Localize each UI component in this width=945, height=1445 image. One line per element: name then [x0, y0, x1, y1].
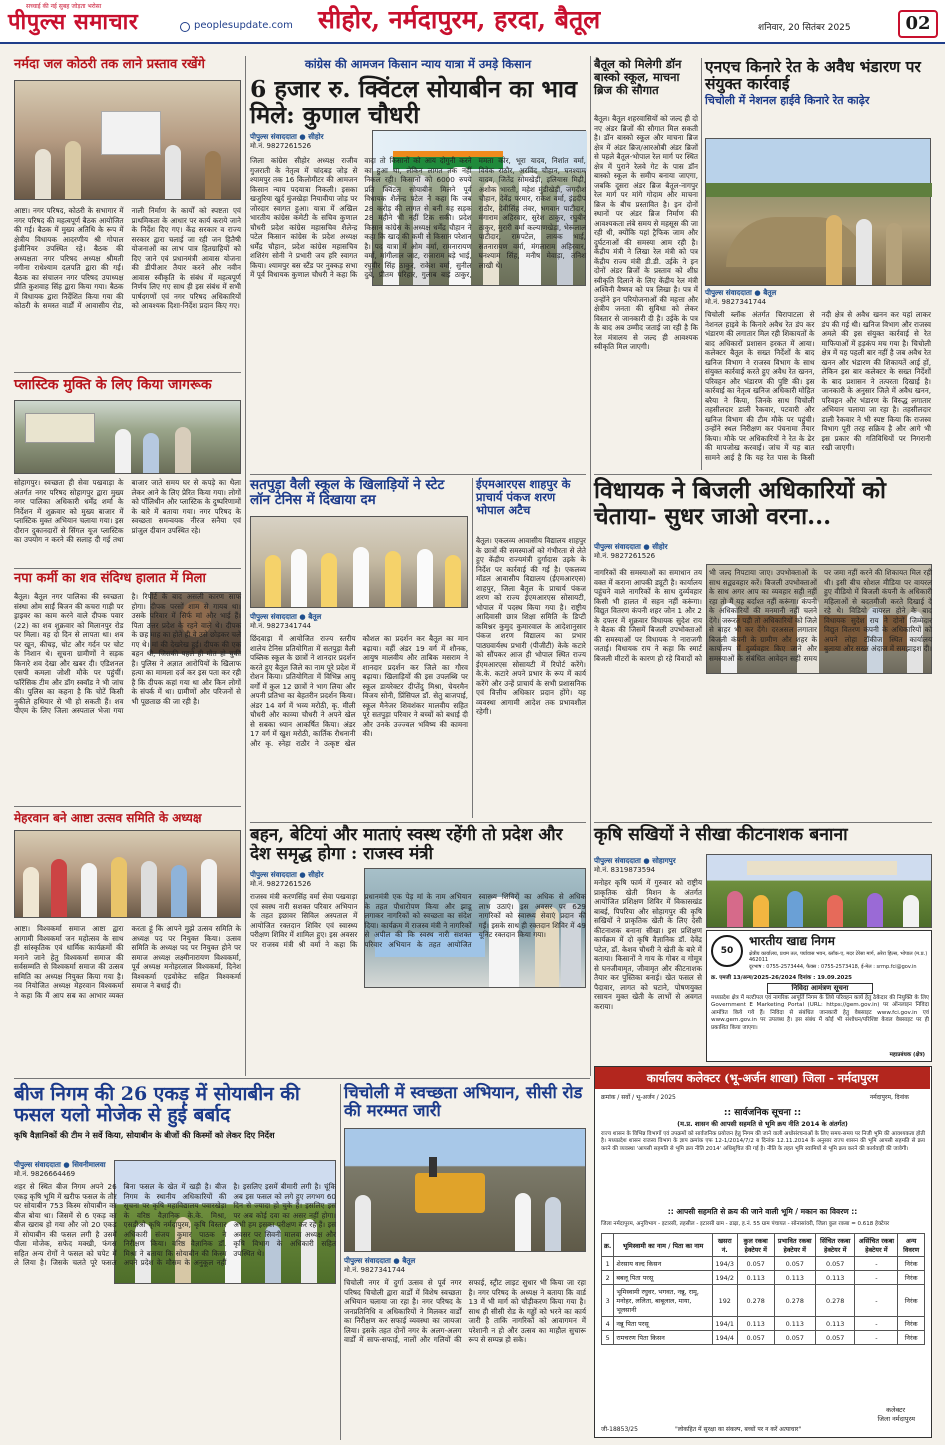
land-table-header: सिंचित रकबा हेक्टेयर में — [815, 1234, 855, 1257]
article-congress: कांग्रेस की आमजन किसान न्याय यात्रा में उमड़े किसान 6 हजार रु. क्विंटल सोयाबीन का भाव मिले: कुणाल चौधरी पीपुल्स संवाददाता ● सीहोर मो.नं. 9827261526 जिला कांग्रेस सीहोर अध्यक्ष राजीव गुजराती के नेतृत्व में चांदबड़ जोड़ से श्यामपुर तक 16 किलोमीटर की आमजन किसान न्याय पदयात्रा निकली। इसका खजुरिया खुर्द मुंजखेड़ा नियावीया जोड़ पर जोरदार स्वागत हुआ। यात्रा में अखिल भारतीय कांग्रेस कमेटी के सचिव कुणाल चौधरी प्रदेश कांग्रेस महासचिव शैलेन्द्र पटेल किसान कांग्रेस के प्रदेश अध्यक्ष धर्मेंद्र चौहान, प्रदेश कांग्रेस महासचिव शशिरंग सोनी ने प्रभारी जय हरि स्वागत किया। श्यामपुर बस स्टैंड पर नुक्कड़ सभा में पूर्व विधायक कुणाल चौधरी ने कहा कि वादा तो किसानों को आय दोगुनी करने का हुआ था, लेकिन लागत तक नहीं निकल रही। किसानों को 6000 रुपये प्रति क्विंटल सोयाबीन मिलने पूर्व विधायक शैलेन्द्र पटेल ने कहा कि जब 28 करोड़ की लागत से बनी यह सड़क 28 महीने भी नहीं टिक सकी। प्रदेश किसान कांग्रेस के अध्यक्ष धर्मेंद्र चौहान ने कहा कि खाद की कमी से किसान परेशान है। पद यात्रा में ओम वर्मा, रामनारायण वर्मा, मांगीलाल जाट, राजाराम बड़े भाई, रघुवीर सिंह ठाकुर, राकेश वर्मा, सुनील दुबे, प्रीतम परिहार, गुलाब बाई ठाकुर, ममता कोर, भूरा यादव, निशांत वर्मा, विवेक राठौर, अरविंद चौहान, घनश्याम यादव, जितेंद्र सोमखेड़ी, इलियास मिढ़ी, अशोक भारती, महेश मुंडीखेड़ी, जगदीश चौहान, देवेंद्र परमार, राकेश वर्मा, इंद्रदीप राठौर, देवीसिंह तंवर, भगवान पाटीदार, मंगाराम अहिरवार, सुरेश ठाकुर, रघुबीर ठाकुर, मुरारी वर्मा कल्याणखेड़ा, भेरूलाल पाटीदार, रामपटेल, लायक भाई, सतनारायण वर्मा, मंगलाराम अहिरवार, घनश्याम सिंह, मनीष मेवाड़ा, तनिश लाखी थे। — [250, 58, 586, 472]
schedule-sub: जिला नर्मदापुरम, अनुविभाग - इटारसी, तहसील - इटारसी ग्राम - ढाढ़ा, ह.नं. 55 ग्राम पंचायत - सोनासांवरी, जिला कुल रकबा = 0.618 हेक्टेयर — [601, 1221, 890, 1227]
land-table-cell: शेरसाय वल्द किसन — [614, 1257, 712, 1271]
land-table-header: प्रभावित रकबा हेक्टेयर में — [774, 1234, 815, 1257]
byline-place: सिवनीमालवा — [72, 1160, 106, 1169]
land-table-row — [602, 1317, 925, 1331]
article-tennis: सतपुड़ा वैली स्कूल के खिलाड़ियों ने स्टेट लॉन टेनिस में दिखाया दम पीपुल्स संवाददाता ● बैतूल मो.नं. 9827341744 छिंदवाड़ा में आयोजित राज्य स्तरीय शालेय टेनिस प्रतियोगिता में सतपुड़ा वैली पब्लिक स्कूल के छात्रों ने शानदार प्रदर्शन करते हुए बैतूल जिले का नाम पूरे प्रदेश में रोशन किया। प्रतियोगिता में विभिन्न आयु वर्गों में कुल 12 छात्रों ने भाग लिया और अपनी प्रतिभा का बेहतरीन प्रदर्शन किया। अंडर 14 वर्ग में भव्य मरोठी, कृ. मीली चौधरी और काव्या चौधरी ने अपने खेल से सबका ध्यान आकर्षित किया। अंडर 17 वर्ग में खुश मरोठी, कार्तिक रौधनानी और कृ. स्नेहा राठौर ने उत्कृष्ट खेल कौशल का प्रदर्शन कर बैतूल का मान बढ़ाया। वहीं अंडर 19 वर्ग में शौनक, आयुष मालवीय और ताबिक मसराम ने शानदार प्रदर्शन कर जिले का गौरव बढ़ाया। खिलाड़ियों की इस उपलब्धि पर स्कूल डायरेक्टर दीप्तेंदु मिश्रा, चेयरमैन विजय सोनी, प्रिंसिपल डॉ. सेतु बाजपाई, स्कूल मैनेजर शिवशंकर मालवीय सहित पूरे सतपुड़ा परिवार ने बच्चों को बधाई दी और उनके उज्ज्वल भविष्य की कामना की। — [250, 478, 468, 818]
article-seed: बीज निगम की 26 एकड़ में सोयाबीन की फसल यलो मोजेक से हुई बर्बाद कृषि वैज्ञानिकों की टीम ने सर्वे किया, सोयाबीन के बीजों की किस्मों को लेकर दिए निर्देश पीपुल्स संवाददाता ● सिवनीमालवा मो.नं. 9826664469 शहर से स्थित बीज निगम अपने 26 एकड़ कृषि भूमि में खरीफ फसल के तौर पर सोयाबीन 753 किस्म सोयाबीन का बीज बोया था। जिसमें से 6 एकड़ का बीज खराब हो गया और जो 20 एकड़ में सोयाबीन की फसल लगी है उसमें पीला मोजेक, सफेद मक्खी, फंगस सहित अन्य रोगों ने फसल को चपेट में ले लिया है। जिसके चलते पूरे फसल बिना फसल के खेत में खड़ी है। बीज निगम के स्थानीय अधिकारियों की सूचना पर कृषि महाविद्यालय पवारखेड़ा के वरिष्ठ वैज्ञानिक के.के. मिश्रा, एसडीओ कृषि नर्मदापुरम, कृषि विस्तार अधिकारी संजय कुमार पाठक ने निरीक्षण किया। वरिष्ठ वैज्ञानिक डॉ. मिश्रा ने बताया कि सोयाबीन की किस्म अपने प्रदेश के मौसम के अनुकूल नहीं है। इसलिए इसमें बीमारी लगी है। चूंकि अब इस फसल को लगे हुए लगभग 60 दिन से ज्यादा हो चुके हैं। इसलिए इस पर अब कोई दवा का असर नहीं होगा। अभी हम इसका परीक्षण कर रहे हैं। इस अवसर पर सिवनी मालवा अध्यक्ष और कृषि विभाग के अधिकारी सहित उपस्थित थे। — [14, 1084, 336, 1440]
article-body: शहर से स्थित बीज निगम अपने 26 एकड़ कृषि भूमि में खरीफ फसल के तौर पर सोयाबीन 753 किस्म सोयाबीन का बीज बोया था। जिसमें से 6 एकड़ का बीज खराब हो गया और जो 20 एकड़ में सोयाबीन की फसल लगी है उसमें पीला मोजेक, सफेद मक्खी, फंगस सहित अन्य रोगों ने फसल को चपेट में ले लिया है। जिसके चलते पूरे फसल बिना फसल के खेत में खड़ी है। बीज निगम के स्थानीय अधिकारियों की सूचना पर कृषि महाविद्यालय पवारखेड़ा के वरिष्ठ वैज्ञानिक के.के. मिश्रा, एसडीओ कृषि नर्मदापुरम, कृषि विस्तार अधिकारी संजय कुमार पाठक ने निरीक्षण किया। वरिष्ठ वैज्ञानिक डॉ. मिश्रा ने बताया कि सोयाबीन की किस्म अपने प्रदेश के मौसम के अनुकूल नहीं है। इसलिए इसमें बीमारी लगी है। चूंकि अब इस फसल को लगे हुए लगभग 60 दिन से ज्यादा हो चुके हैं। इसलिए इस पर अब कोई दवा का असर नहीं होगा। अभी हम इसका परीक्षण कर रहे हैं। इस अवसर पर सिवनी मालवा अध्यक्ष और कृषि विभाग के अधिकारी सहित उपस्थित थे। — [14, 1182, 336, 1267]
land-table-cell: 0.057 — [774, 1331, 815, 1345]
land-table-cell: 194/3 — [712, 1257, 737, 1271]
byline-place: सीहोर — [308, 132, 324, 141]
byline-mobile: मो.नं. 9827261526 — [250, 880, 312, 888]
globe-icon — [180, 22, 190, 32]
land-table-cell: 0.113 — [815, 1271, 855, 1285]
land-table-cell: 0.057 — [774, 1257, 815, 1271]
land-table-cell: 194/4 — [712, 1331, 737, 1345]
byline-author: पीपुल्स संवाददाता — [594, 542, 641, 551]
article-photo — [705, 138, 931, 286]
byline-mobile: मो.नं. 8319873594 — [594, 866, 656, 874]
byline-mobile: मो.नं. 9827341744 — [344, 1266, 406, 1274]
land-table-cell: 0.113 — [815, 1317, 855, 1331]
land-table-cell: रामचरण पिता किसन — [614, 1331, 712, 1345]
article-photo — [706, 854, 932, 928]
article-body: बैतूल। एकलव्य आवासीय विद्यालय शाहपुर के छात्रों की समस्याओं को गंभीरता से लेते हुए केंद्रीय राज्यमंत्री दुर्गादास उइके के निर्देश पर कार्रवाई की गई है। एकलव्य मॉडल आवासीय विद्यालय (ईएमआरएस) शाहपुर, जिला बैतूल के प्राचार्य पंकज शरण को राज्य ईएमआरएस सोसायटी, भोपाल में पदस्थ किया गया है। राष्ट्रीय आदिवासी छात्र शिक्षा समिति के डिप्टी कमिश्नर कुमुद कुमारवाल के आदेशानुसार पंकज शरण विद्यालय का प्रभार पाठ्यवार्यस्थ प्रभारी (पीजीटी) केके कटारे को सौंपकर आज ही भोपाल स्थित राज्य ईएमआरएस सोसायटी में रिपोर्ट करेंगे। के.के. कटारे अपने प्रभार के रूप में कार्य करेंगे और उन्हें प्राचार्य के सभी प्रशासनिक एवं वित्तीय अधिकार प्रदान होंगे। यह व्यवस्था आगामी आदेश तक प्रभावशील रहेगी। — [476, 536, 586, 716]
byline-place: सीहोर — [652, 542, 668, 551]
land-table-cell: निरंक — [898, 1271, 925, 1285]
land-table-cell: 0.113 — [774, 1271, 815, 1285]
fci-notice-body: मध्यप्रदेश क्षेत्र में मल्टीपल एवं नागरिक आपूर्ति निगम के लिये परिवहन कार्य हेतु ठेकेदार की नियुक्ति के लिए Government E Marketing Portal (URL: https://gem.gov.in) पर ऑनलाइन निविदा आमंत्रित किये गये हैं। निविदा से संबंधित जानकारी हेतु वेबसाइट www.fci.gov.in एवं www.gem.gov.in पर उपलब्ध है। इस संबंध में कोई भी संशोधन/परिशिष्ट केवल वेबसाइट पर ही प्रकाशित किया जाएगा। — [711, 995, 929, 1031]
land-table-header: असिंचित रकबा हेक्टेयर में — [855, 1234, 898, 1257]
land-table-cell: 0.057 — [737, 1331, 774, 1345]
byline-author: पीपुल्स संवाददाता — [705, 288, 752, 297]
article-headline: 6 हजार रु. क्विंटल सोयाबीन का भाव मिले: कुणाल चौधरी — [250, 74, 578, 130]
land-table-cell: 194/1 — [712, 1317, 737, 1331]
schedule-heading: :: आपसी सहमति से क्रय की जाने वाली भूमि / मकान का विवरण :: — [667, 1207, 858, 1216]
article-kicker: कांग्रेस की आमजन किसान न्याय यात्रा में उमड़े किसान — [304, 57, 532, 71]
land-table-cell: नन्नू पिता परसू — [614, 1317, 712, 1331]
byline-place: सीहोर — [308, 870, 324, 879]
land-table-cell: 0.057 — [737, 1257, 774, 1271]
land-table — [601, 1233, 925, 1345]
land-table-cell: 194/2 — [712, 1271, 737, 1285]
land-table-cell: 0.113 — [737, 1317, 774, 1331]
land-table-cell: 5 — [602, 1331, 614, 1345]
article-headline: ईएमआरएस शाहपुर के प्राचार्य पंकज शरण भोपाल अटैच — [476, 477, 571, 517]
article-mla: विधायक ने बिजली अधिकारियों को चेताया- सुधर जाओ वरना... पीपुल्स संवाददाता ● सीहोर मो.नं. 9827261526 नागरिकों की समस्याओं का समाधान तय वक्त में कराना आपकी ड्यूटी है। कार्यालय पहुंचने वाले नागरिकों के साथ दुर्व्यवहार किसी भी हालत में सहन नहीं करूंगा। विद्युत वितरण कंपनी शहर जोन 1 और 2 के दफ्तर में शुक्रवार विधायक सुदेश राय ने बैठक की जिसमें बिजली उपभोक्ताओं की समस्याओं पर विधायक ने नाराजगी जताई। विधायक राय ने कहा कि स्मार्ट बिजली मीटरों के कारण हो रहे विवादों को भी जल्द निपटाया जाए। उपभोक्ताओं के साथ सद्व्यवहार करें। बिजली उपभोक्ताओं के साथ अगर आप का व्यवहार सही नहीं रहा तो मैं यह बर्दाश्त नहीं करूंगा। कंपनी के अधिकारियों की मनमानी नहीं चलने देंगे। जरूरत पड़ी तो अधिकारियों को जिले से बाहर भी कर देंगे। दरअसल लगातार बिजली कंपनी के ग्रामीण और शहर के कार्यालय में दुर्व्यवहार किए जाने और समस्याओं के संबंधित आवेदन सही समय पर जमा नहीं करने की शिकायत मिल रही थी। इसी बीच सोशल मीडिया पर वायरल हुए वीडियो में बिजली कंपनी के अधिकारी महिलाओं से बदतमीजी करते दिखाई दे रहे थे। विडियो वायरल होने के बाद विधायक सुदेश राय ने दोनों जिम्मेदार विद्युत वितरण कंपनी के अधिकारियों को अपने लोहा टॉकीज स्थित कार्यालय बुलाया और सख्त अंदाज में समझाइश दी। — [594, 478, 932, 818]
article-headline: कृषि सखियों ने सीखा कीटनाशक बनाना — [594, 825, 848, 845]
notice-heading: :: सार्वजनिक सूचना :: — [723, 1108, 802, 1118]
article-headline: चिचोली में स्वच्छता अभियान, सीसी रोड की मरम्मत जारी — [344, 1083, 583, 1121]
article-headline: बैतूल को मिलेगी डॉन बास्को स्कूल, माचना ब्रिज की सौगात — [594, 57, 682, 97]
land-table-cell: - — [855, 1317, 898, 1331]
article-bridge — [594, 58, 698, 470]
byline-place: बैतूल — [402, 1256, 416, 1265]
land-table-header: भूमिस्वामी का नाम / पिता का नाम — [614, 1234, 712, 1257]
notice-footer-slogan: "लोकहित में सुरक्षा का संकल्प, बच्चों पर न करें अत्याचार" — [675, 1426, 802, 1433]
fci-ref: क्र. एमजी 13/अन्य/2025-26/2024 दिनांक : 19.09.2025 — [711, 975, 853, 981]
land-table-header: अन्य विवरण — [898, 1234, 925, 1257]
byline-author: पीपुल्स संवाददाता — [14, 1160, 61, 1169]
land-table-cell: 0.113 — [737, 1271, 774, 1285]
article-body: राजस्व मंत्री करणसिंह वर्मा सेवा पखवाड़ा एवं स्वस्थ नारी सशक्त परिवार अभियान के तहत इछावर सिविल अस्पताल में आयोजित रक्तदान शिविर एवं स्वास्थ्य परीक्षण शिविर में शामिल हुए। इस अवसर पर राजस्व मंत्री श्री वर्मा ने कहा कि प्रधानमंत्री एक पेड़ मां के नाम अभियान के तहत पौधारोपण किया और झाडू लगाकर नागरिकों को स्वच्छता का संदेश दिया। कार्यक्रम में राजस्व मंत्री ने नागरिकों से अपील की कि स्वस्थ नारी सशक्त परिवार अभियान के तहत आयोजित स्वास्थ्य शिविरों का अधिक से अधिक लाभ उठाएं। इस अवसर पर 629 नागरिकों को स्वास्थ्य सेवाएं प्रदान की गईं। इसके साथ ही रक्तदान शिविर में 49 यूनिट रक्तदान किया गया। — [250, 892, 586, 949]
article-headline: मेहरवान बने आष्टा उत्सव समिति के अध्यक्ष — [14, 811, 202, 825]
land-table-cell: 0.278 — [815, 1285, 855, 1317]
article-headline: बहन, बेटियां और माताएं स्वस्थ रहेंगी तो प्रदेश और देश समृद्ध होगा : राजस्व मंत्री — [250, 825, 563, 865]
land-table-row — [602, 1331, 925, 1345]
fci-notice-title: निविदा आमंत्रण सूचना — [767, 983, 873, 994]
land-table-wrap — [601, 1233, 925, 1345]
collector-land-notice — [594, 1066, 932, 1438]
byline-place: बैतूल — [763, 288, 777, 297]
article-photo — [14, 830, 241, 918]
article-body: बैतूल। बैतूल नगर पालिका की स्वच्छता संस्था ओम साईं बिजन की कचरा गाड़ी पर ड्राइवर का काम करने वाले दीपक पवार (22) का शव शुक्रवार को मिलानपुर रोड पर मिला। वह दो दिन से लापता था। शव पर खून, कीचड़, चोट और गर्दन पर चोट के निशान थे। सूचना ग्रामीणों ने सड़क किनारे शव देखा और खबर दी। एडिशनल एसपी कमला जोशी मौके पर पहुंचीं। फॉरेंसिक टीम और डॉग स्क्वॉड ने भी जांच की। पुलिस का कहना है कि चोटें किसी नुकीले हथियार से भी हो सकती हैं। शव पीएम के लिए जिला अस्पताल भेजा गया है। रिपोर्ट के बाद असली कारण साफ होगा। दीपक परसों शाम से गायब था। उसके परिवार में सिर्फ मां और भाई हैं। पिता उत्तर प्रदेश के रहने वाले थे। दीपक के छह माह का होते ही वे उसे छोड़कर चले गए थे। मां की देखरेख हुई। दीपक की एक बहन थी, जिसकी पहले ही मौत हो चुकी है। पुलिस ने अज्ञात आरोपियों के खिलाफ हत्या का मामला दर्ज कर इस पता कर रही है कि दीपक कहां गया था और किन लोगों के संपर्क में था। ग्रामीणों और परिजनों से भी पूछताछ की जा रही है। — [14, 592, 241, 715]
masthead-logo: पीपुल्स समाचार — [8, 9, 139, 35]
byline-mobile: मो.नं. 9827341744 — [250, 622, 312, 630]
land-table-cell: निरंक — [898, 1317, 925, 1331]
article-headline: बीज निगम की 26 एकड़ में सोयाबीन की फसल यलो मोजेक से हुई बर्बाद — [14, 1083, 300, 1127]
byline-mobile: मो.नं. 9827261526 — [250, 142, 312, 150]
land-table-cell: 0.278 — [774, 1285, 815, 1317]
land-table-cell: - — [855, 1271, 898, 1285]
land-table-cell: 0.113 — [774, 1317, 815, 1331]
notice-sign-2: जिला नर्मदापुरम — [877, 1415, 915, 1423]
fci-logo: 50 — [711, 935, 743, 967]
fci-org-name: भारतीय खाद्य निगम — [749, 934, 835, 948]
article-subhead: कृषि वैज्ञानिकों की टीम ने सर्वे किया, सोयाबीन के बीजों की किस्मों को लेकर दिए निर्देश — [14, 1129, 275, 1140]
byline-mobile: मो.नं. 9827341744 — [705, 298, 767, 306]
land-table-cell: 0.278 — [737, 1285, 774, 1317]
article-body: आष्टा। नगर परिषद, कोठरी के सभागार में नगर परिषद की महत्वपूर्ण बैठक आयोजित की गई। बैठक में मुख्य अतिथि के रूप में क्षेत्रीय विधायक आदरणीय श्री गोपाल इंजीनियर उपस्थित रहे। बैठक की अध्यक्षता नगर परिषद अध्यक्ष श्रीमती नगीना राधेश्याम दलपति द्वारा की गई। बैठक का संचालन नगर परिषद उपाध्यक्ष प्रीति कुशवाह सिंह द्वारा किया गया। बैठक में विधायक द्वारा निर्देशित किया गया की कोठरी के समस्त वार्डों में आवासीय रोड, नाली निर्माण के कार्यों को स्पष्टता एवं प्राथमिकता के आधार पर कार्य कराये जाने के निर्देश दिए गए। केंद्र सरकार व राज्य सरकार द्वारा चलाई जा रही जन हितैषी योजनाओं का लाभ पात्र हितग्राहियों को दिए जाने एवं प्रधानमंत्री आवास योजना की डीपीआर तैयार करने और नवीन आवास स्वीकृति के संबंध में महत्वपूर्ण निर्णय लिए गए साथ ही इस संबंध में सभी पार्षदगणों एवं नगर परिषद अधिकारियों को आवश्यक दिशा-निर्देश प्रदान किए गए। — [14, 206, 241, 310]
article-photo — [344, 1128, 586, 1252]
article-body: आष्टा। विश्वकर्मा समाज आष्टा द्वारा आगामी विश्वकर्मा जन महोत्सव के साथ ही सांस्कृतिक एवं धार्मिक कार्यक्रमों की मनाने जाने हेतु विश्वकर्मा समाज की सर्वसम्मति से विश्वकर्मा समाज की उत्सव समिति का अध्यक्ष नियुक्त किया गया है। नव नियोजित अध्यक्ष मेहरवान विश्वकर्मा ने कहा कि मैं आप सब का आभार व्यक्त करता हूं कि आपने मुझे उत्सव समिति के अध्यक्ष पद पर नियुक्त किया। उत्सव समिति के अध्यक्ष पद पर नियुक्त होने पर समाज अध्यक्ष लक्ष्मीनारायण विश्वकर्मा, पूर्व अध्यक्ष मनोहरलाल विश्वकर्मा, दिनेश विश्वकर्मा एडवोकेट सहित विश्वकर्मा समाज ने बधाई दी। — [14, 924, 241, 1000]
article-subhead: चिचोली में नेशनल हाईवे किनारे रेत काढ़ेर — [705, 93, 870, 107]
notice-ref-right: नर्मदापुरम, दिनांक — [869, 1094, 909, 1101]
byline-place: सोहागपुर — [652, 856, 676, 865]
land-table-row — [602, 1271, 925, 1285]
land-table-cell: बबलू पिता परसू — [614, 1271, 712, 1285]
land-table-cell: निरंक — [898, 1331, 925, 1345]
fci-tender-ad — [706, 930, 932, 1062]
byline-place: बैतूल — [308, 612, 322, 621]
byline-author: पीपुल्स संवाददाता — [594, 856, 641, 865]
masthead — [0, 0, 945, 44]
land-table-cell: भूमिस्वामी रघुवर, भगवत, नन्नू, रामू, मनोहर, ललिता, बाबूलाल, माया, भूलसानी — [614, 1285, 712, 1317]
byline-mobile: मो.नं. 9826664469 — [14, 1170, 76, 1178]
article-body: जिला कांग्रेस सीहोर अध्यक्ष राजीव गुजराती के नेतृत्व में चांदबड़ जोड़ से श्यामपुर तक 16 किलोमीटर की आमजन किसान न्याय पदयात्रा निकली। इसका खजुरिया खुर्द मुंजखेड़ा नियावीया जोड़ पर जोरदार स्वागत हुआ। यात्रा में अखिल भारतीय कांग्रेस कमेटी के सचिव कुणाल चौधरी प्रदेश कांग्रेस महासचिव शैलेन्द्र पटेल किसान कांग्रेस के प्रदेश अध्यक्ष धर्मेंद्र चौहान, प्रदेश कांग्रेस महासचिव शशिरंग सोनी ने प्रभारी जय हरि स्वागत किया। श्यामपुर बस स्टैंड पर नुक्कड़ सभा में पूर्व विधायक कुणाल चौधरी ने कहा कि वादा तो किसानों को आय दोगुनी करने का हुआ था, लेकिन लागत तक नहीं निकल रही। किसानों को 6000 रुपये प्रति क्विंटल सोयाबीन मिलने पूर्व विधायक शैलेन्द्र पटेल ने कहा कि जब 28 करोड़ की लागत से बनी यह सड़क 28 महीने भी नहीं टिक सकी। प्रदेश किसान कांग्रेस के अध्यक्ष धर्मेंद्र चौहान ने कहा कि खाद की कमी से किसान परेशान है। पद यात्रा में ओम वर्मा, रामनारायण वर्मा, मांगीलाल जाट, राजाराम बड़े भाई, रघुवीर सिंह ठाकुर, राकेश वर्मा, सुनील दुबे, प्रीतम परिहार, गुलाब बाई ठाकुर, ममता कोर, भूरा यादव, निशांत वर्मा, विवेक राठौर, अरविंद चौहान, घनश्याम यादव, जितेंद्र सोमखेड़ी, इलियास मिढ़ी, अशोक भारती, महेश मुंडीखेड़ी, जगदीश चौहान, देवेंद्र परमार, राकेश वर्मा, इंद्रदीप राठौर, देवीसिंह तंवर, भगवान पाटीदार, मंगाराम अहिरवार, सुरेश ठाकुर, रघुबीर ठाकुर, मुरारी वर्मा कल्याणखेड़ा, भेरूलाल पाटीदार, रामपटेल, लायक भाई, सतनारायण वर्मा, मंगलाराम अहिरवार, घनश्याम सिंह, मनीष मेवाड़ा, तनिश लाखी थे। — [250, 156, 586, 279]
page-number: 02 — [898, 10, 938, 38]
notice-intro: राज्य शासन के विभिन्न विभागों एवं उपक्रमों को सार्वजनिक प्रयोजन हेतु निगम की जाने वाली अधोसंरचनाओं के लिए समय-समय पर निजी भूमि की आवश्यकता होती है। मध्यप्रदेश शासन राजस्व विभाग के ज्ञाप क्रमांक एफ 12-1/2014/7/2 ब दिनांक 12.11.2014 के अनुसार राज्य शासन की भूमि आपसी सहमति से क्रय करने की व्यवस्था 'आपसी सहमति से भूमि क्रय नीति 2014' अधिसूचित की गई है। नीति के तहत भूमि स्वामियों से भूमि क्रय करने की कार्यवाही की जावेगी। — [601, 1131, 925, 1152]
article-emrs — [476, 478, 586, 818]
land-table-cell: - — [855, 1257, 898, 1271]
article-sand: एनएच किनारे रेत के अवैध भंडारण पर संयुक्त कार्रवाई चिचोली में नेशनल हाईवे किनारे रेत काढ़ेर पीपुल्स संवाददाता ● बैतूल मो.नं. 9827341744 चिचोली ब्लॉक अंतर्गत चिरापाटला से नेशनल हाइवे के किनारे अवैध रेत डंप कर भंडारण की लगातार मिल रही शिकायतों के बाद अधिकारों प्रशासन हरकत में आया। कलेक्टर बैतूल के सख्त निर्देशों के बाद खनिज विभाग ने राजस्व विभाग के साथ संयुक्त कार्रवाई करते हुए अवैध रेत खनन, परिवहन और भंडारण की पुष्टि की। इस कार्रवाई का नेतृत्व खनिज अधिकारी मोहित बरैया ने किया, जिनके साथ चिचोली तहसीलदार डाली रैकवार, पटवारी और खनिज विभाग की टीम मौके पर पहुंची। उन्होंने स्थल निरीक्षण कर पंचनामा तैयार किया। मौके पर अधिकारियों ने रेत के ढेर की मापजोख करवाई। जांच में यह बात सामने आई है कि यह रेत पास के किसी नदी क्षेत्र से अवैध खनन कर यहां लाकर डंप की गई थी। खनिज विभाग और राजस्व अमले की इस संयुक्त कार्रवाई से रेत माफियाओं में हड़कंप मच गया है। चिचोली क्षेत्र में यह पहली बार नहीं है जब अवैध रेत खनन और भंडारण की शिकायतें आई हों, लेकिन इस बार कलेक्टर के सख्त निर्देशों के बाद प्रशासन ने तत्परता दिखाई है। जानकारी के अनुसार जिले में अवैध खनन, परिवहन और भंडारण के विरुद्ध लगातार अभियान चलाया जा रहा है। तहसीलदार डाली रैकवार ने भी स्पष्ट किया कि राजस्व विभाग पूरी तरह सक्रिय है और आगे भी इस प्रकार की गतिविधियों पर निगरानी रखी जाएगी। — [705, 58, 931, 470]
land-table-cell: 3 — [602, 1285, 614, 1317]
article-headline: विधायक ने बिजली अधिकारियों को चेताया- सुधर जाओ वरना... — [594, 477, 886, 530]
article-body: सोहागपुर। स्वच्छता ही सेवा पखवाड़ा के अंतर्गत नगर परिषद सोहागपुर द्वारा मुख्य नगर पालिका अधिकारी धर्मेंद्र शर्मा के निर्देशन में शुक्रवार को मुख्य बाजार में प्लास्टिक मुक्त अभियान चलाया गया। इस दौरान दुकानदारों से सिंगल यूज प्लास्टिक का उपयोग न करने की सलाह दी गई तथा बाजार जाते समय घर से कपड़े का थैला लेकर आने के लिए प्रेरित किया गया। लोगों को पॉलिथीन और प्लास्टिक के दुष्परिणामों के बारे में बताया गया। नगर परिषद के स्वच्छता समन्वयक नीरज सनैया एवं प्रांजुल दीवान उपस्थित रहे। — [14, 478, 241, 544]
article-body: चिचोली नगर में दुर्गा उत्सव से पूर्व नगर परिषद चिचोली द्वारा वार्डों में विशेष स्वच्छता अभियान चलाया जा रहा है। नगर परिषद के जनप्रतिनिधि व अधिकारियों ने मिलकर वार्डों का निरीक्षण कर सफाई व्यवस्था का जायजा लिया। इसके तहत दोनों नगर के अलग-अलग वार्डों में साफ-सफाई, नालों और गलियों की सफाई, स्ट्रीट लाइट सुधार भी किया जा रहा है। नगर परिषद के अध्यक्ष ने बताया कि वार्ड 13 में भी मार्ग को चौड़ीकरण किया गया है। साथ ही सीसी रोड के गड्ढों को भरने का कार्य जारी है ताकि नागरिकों को आवागमन में परेशानी न हो और उत्सव का माहौल सुचारू रूप से सम्पन्न हो सके। — [344, 1278, 586, 1344]
masthead-tagline: सच्चाई की नई सुबह जोड़ता भरोसा — [26, 3, 102, 10]
article-plastic — [14, 378, 241, 566]
land-table-cell: - — [855, 1331, 898, 1345]
land-table-header: खसरा नं. — [712, 1234, 737, 1257]
land-table-cell: 0.057 — [815, 1257, 855, 1271]
notice-sign-1: कलेक्टर — [886, 1406, 905, 1414]
byline-author: पीपुल्स संवाददाता — [250, 132, 297, 141]
land-table-header: क्र. — [602, 1234, 614, 1257]
article-mehrwan — [14, 812, 241, 1074]
article-headline: प्लास्टिक मुक्ति के लिए किया जागरूक — [14, 377, 212, 393]
article-headline: एनएच किनारे रेत के अवैध भंडारण पर संयुक्त कार्रवाई — [705, 57, 921, 94]
land-table-cell: - — [855, 1285, 898, 1317]
section-title: सीहोर, नर्मदापुरम, हरदा, बैतूल — [318, 5, 601, 34]
land-table-header: कुल रकबा हेक्टेयर में — [737, 1234, 774, 1257]
land-table-cell: 192 — [712, 1285, 737, 1317]
article-body: बैतूल। बैतूल शहरवासियों को जल्द ही दो नए अंडर ब्रिजों की सौगात मिल सकती है। डॉन बास्को स्कूल और माचना ब्रिज क्षेत्र में अंडर ब्रिज/आरओबी अंडर ब्रिजों से पहले बैतूल-भोपाल रेल मार्ग पर स्थित क्षेत्र में पुराने रेलवे गेट के पास डॉन बास्को स्कूल के समीप बनाया जाएगा, जबकि दूसरा अंडर ब्रिज बैतूल-नागपुर रेल मार्ग पर मांगे गोदाम और माचना ब्रिज के बीच प्रस्तावित है। इन दोनों स्थानों पर अंडर ब्रिज निर्माण की आवश्यकता लंबे समय से महसूस की जा रही थी, क्योंकि यहां ट्रैफिक जाम और दुर्घटनाओं की समस्या आम रही है। केंद्रीय मंत्री ने लिखा रेल मंत्री को पत्र केंद्रीय राज्य मंत्री डी.डी. उईके ने इन दोनों अंडर ब्रिजों के प्रस्ताव को शीघ्र स्वीकृति दिलाने के लिए केंद्रीय रेल मंत्री अश्विनी वैष्णव को पत्र लिखा है। पत्र में उन्होंने इन परियोजनाओं की महत्ता और क्षेत्रीय जनता की सुविधा को लेकर विस्तार से जानकारी दी है। उईके के पत्र के बाद अब उम्मीद जताई जा रही है कि रेल मंत्रालय से जल्द ही आवश्यक स्वीकृति मिल जाएगी। — [594, 114, 698, 351]
article-headline: नर्मदा जल कोठरी तक लाने प्रस्ताव रखेंगे — [14, 57, 205, 72]
article-photo — [14, 80, 241, 200]
notice-title: कार्यालय कलेक्टर (भू-अर्जन शाखा) जिला - नर्मदापुरम — [595, 1067, 930, 1089]
article-headline: नपा कर्मी का शव संदिग्ध हालात में मिला — [14, 571, 206, 586]
land-table-cell: 0.057 — [815, 1331, 855, 1345]
fci-signature: महाप्रबंधक (क्षेत्र) — [889, 1052, 925, 1058]
land-table-row — [602, 1257, 925, 1271]
article-chicholi: चिचोली में स्वच्छता अभियान, सीसी रोड की मरम्मत जारी पीपुल्स संवाददाता ● बैतूल मो.नं. 9827341744 चिचोली नगर में दुर्गा उत्सव से पूर्व नगर परिषद चिचोली द्वारा वार्डों में विशेष स्वच्छता अभियान चलाया जा रहा है। नगर परिषद के जनप्रतिनिधि व अधिकारियों ने मिलकर वार्डों का निरीक्षण कर सफाई व्यवस्था का जायजा लिया। इसके तहत दोनों नगर के अलग-अलग वार्डों में साफ-सफाई, नालों और गलियों की सफाई, स्ट्रीट लाइट सुधार भी किया जा रहा है। नगर परिषद के अध्यक्ष ने बताया कि वार्ड 13 में भी मार्ग को चौड़ीकरण किया गया है। साथ ही सीसी रोड के गड्ढों को भरने का कार्य जारी है ताकि नागरिकों को आवागमन में परेशानी न हो और उत्सव का माहौल सुचारू रूप से सम्पन्न हो सके। — [344, 1084, 586, 1440]
article-photo — [250, 516, 468, 608]
land-table-cell: 1 — [602, 1257, 614, 1271]
byline-author: पीपुल्स संवाददाता — [344, 1256, 391, 1265]
article-krishi: कृषि सखियों ने सीखा कीटनाशक बनाना पीपुल्स संवाददाता ● सोहागपुर मो.नं. 8319873594 मनोहर कृषि फार्म में गुरुवार को राष्ट्रीय प्राकृतिक खेती मिशन के अंतर्गत आयोजित प्रशिक्षण शिविर में विकासखंड बाबई, पिपरिया और सोहागपुर की कृषि सखियों ने प्राकृतिक खेती के लिए देसी कीटनाशक बनाना सीखा। इस प्रशिक्षण कार्यक्रम में दो कृषि वैज्ञानिक डॉ. देवेंद्र पटेल, डॉ. केशव चौधरी ने खेती के बारे में बताया। किसानों ने गाय के गोबर व गोमूत्र से घनजीवामृत, जीवामृत और कीटनाशक तैयार कर पुस्तिका बनाई। खेत फसल से पैदावार, लागत को घटाने, पोषणयुक्त रसायन मुक्त खेती के लाभों से अवगत कराया। — [594, 826, 932, 994]
byline-mobile: मो.नं. 9827261526 — [594, 552, 656, 560]
land-table-cell: निरंक — [898, 1285, 925, 1317]
masthead-website[interactable]: peoplesupdate.com — [194, 20, 293, 31]
notice-ref-left: क्रमांक / सर्वो / भू-अर्जन / 2025 — [601, 1094, 676, 1101]
land-table-cell: 4 — [602, 1317, 614, 1331]
article-body: नागरिकों की समस्याओं का समाधान तय वक्त में कराना आपकी ड्यूटी है। कार्यालय पहुंचने वाले नागरिकों के साथ दुर्व्यवहार किसी भी हालत में सहन नहीं करूंगा। विद्युत वितरण कंपनी शहर जोन 1 और 2 के दफ्तर में शुक्रवार विधायक सुदेश राय ने बैठक की जिसमें बिजली उपभोक्ताओं की समस्याओं पर विधायक ने नाराजगी जताई। विधायक राय ने कहा कि स्मार्ट बिजली मीटरों के कारण हो रहे विवादों को भी जल्द निपटाया जाए। उपभोक्ताओं के साथ सद्व्यवहार करें। बिजली उपभोक्ताओं के साथ अगर आप का व्यवहार सही नहीं रहा तो मैं यह बर्दाश्त नहीं करूंगा। कंपनी के अधिकारियों की मनमानी नहीं चलने देंगे। जरूरत पड़ी तो अधिकारियों को जिले से बाहर भी कर देंगे। दरअसल लगातार बिजली कंपनी के ग्रामीण और शहर के कार्यालय में दुर्व्यवहार किए जाने और समस्याओं के संबंधित आवेदन सही समय पर जमा नहीं करने की शिकायत मिल रही थी। इसी बीच सोशल मीडिया पर वायरल हुए वीडियो में बिजली कंपनी के अधिकारी महिलाओं से बदतमीजी करते दिखाई दे रहे थे। विडियो वायरल होने के बाद विधायक सुदेश राय ने दोनों जिम्मेदार विद्युत वितरण कंपनी के अधिकारियों को अपने लोहा टॉकीज स्थित कार्यालय बुलाया और सख्त अंदाज में समझाइश दी। — [594, 568, 932, 663]
fci-contact: दूरभाष : 0755-2573444, फैक्स : 0755-2573418, ई-मेल : srmp.fci@gov.in — [749, 964, 917, 970]
article-narmada — [14, 58, 241, 370]
article-body: मनोहर कृषि फार्म में गुरुवार को राष्ट्रीय प्राकृतिक खेती मिशन के अंतर्गत आयोजित प्रशिक्षण शिविर में विकासखंड बाबई, पिपरिया और सोहागपुर की कृषि सखियों ने प्राकृतिक खेती के लिए देसी कीटनाशक बनाना सीखा। इस प्रशिक्षण कार्यक्रम में दो कृषि वैज्ञानिक डॉ. देवेंद्र पटेल, डॉ. केशव चौधरी ने खेती के बारे में बताया। किसानों ने गाय के गोबर व गोमूत्र से घनजीवामृत, जीवामृत और कीटनाशक तैयार कर पुस्तिका बनाई। खेत फसल से पैदावार, लागत को घटाने, पोषणयुक्त रसायन मुक्त खेती के लाभों से अवगत कराया। — [594, 878, 702, 1011]
article-photo — [14, 400, 241, 474]
notice-law: (म.प्र. शासन की आपसी सहमति से भूमि क्रय नीति 2014 के अंतर्गत) — [677, 1120, 848, 1128]
notice-footer-left: जी-18853/25 — [601, 1426, 638, 1433]
land-table-cell: निरंक — [898, 1257, 925, 1271]
article-headline: सतपुड़ा वैली स्कूल के खिलाड़ियों ने स्टेट लॉन टेनिस में दिखाया दम — [250, 477, 445, 509]
land-table-row — [602, 1285, 925, 1317]
article-body: छिंदवाड़ा में आयोजित राज्य स्तरीय शालेय टेनिस प्रतियोगिता में सतपुड़ा वैली पब्लिक स्कूल के छात्रों ने शानदार प्रदर्शन करते हुए बैतूल जिले का नाम पूरे प्रदेश में रोशन किया। प्रतियोगिता में विभिन्न आयु वर्गों में कुल 12 छात्रों ने भाग लिया और अपनी प्रतिभा का बेहतरीन प्रदर्शन किया। अंडर 14 वर्ग में भव्य मरोठी, कृ. मीली चौधरी और काव्या चौधरी ने अपने खेल से सबका ध्यान आकर्षित किया। अंडर 17 वर्ग में खुश मरोठी, कार्तिक रौधनानी और कृ. स्नेहा राठौर ने उत्कृष्ट खेल कौशल का प्रदर्शन कर बैतूल का मान बढ़ाया। वहीं अंडर 19 वर्ग में शौनक, आयुष मालवीय और ताबिक मसराम ने शानदार प्रदर्शन कर जिले का गौरव बढ़ाया। खिलाड़ियों की इस उपलब्धि पर स्कूल डायरेक्टर दीप्तेंदु मिश्रा, चेयरमैन विजय सोनी, प्रिंसिपल डॉ. सेतु बाजपाई, स्कूल मैनेजर शिवशंकर मालवीय सहित पूरे सतपुड़ा परिवार ने बच्चों को बधाई दी और उनके उज्ज्वल भविष्य की कामना की। — [250, 634, 468, 748]
article-body-found — [14, 572, 241, 804]
article-body: चिचोली ब्लॉक अंतर्गत चिरापाटला से नेशनल हाइवे के किनारे अवैध रेत डंप कर भंडारण की लगातार मिल रही शिकायतों के बाद अधिकारों प्रशासन हरकत में आया। कलेक्टर बैतूल के सख्त निर्देशों के बाद खनिज विभाग ने राजस्व विभाग के साथ संयुक्त कार्रवाई करते हुए अवैध रेत खनन, परिवहन और भंडारण की पुष्टि की। इस कार्रवाई का नेतृत्व खनिज अधिकारी मोहित बरैया ने किया, जिनके साथ चिचोली तहसीलदार डाली रैकवार, पटवारी और खनिज विभाग की टीम मौके पर पहुंची। उन्होंने स्थल निरीक्षण कर पंचनामा तैयार किया। मौके पर अधिकारियों ने रेत के ढेर की मापजोख करवाई। जांच में यह बात सामने आई है कि यह रेत पास के किसी नदी क्षेत्र से अवैध खनन कर यहां लाकर डंप की गई थी। खनिज विभाग और राजस्व अमले की इस संयुक्त कार्रवाई से रेत माफियाओं में हड़कंप मच गया है। चिचोली क्षेत्र में यह पहली बार नहीं है जब अवैध रेत खनन और भंडारण की शिकायतें आई हों, लेकिन इस बार कलेक्टर के सख्त निर्देशों के बाद प्रशासन ने तत्परता दिखाई है। जानकारी के अनुसार जिले में अवैध खनन, परिवहन और भंडारण के विरुद्ध लगातार अभियान चलाया जा रहा है। तहसीलदार डाली रैकवार ने भी स्पष्ट किया कि राजस्व विभाग पूरी तरह सक्रिय है और आगे भी इस प्रकार की गतिविधियों पर निगरानी रखी जाएगी। — [705, 310, 931, 462]
fci-address: क्षेत्रीय कार्यालय, प्रथम तल, पर्यावास भवन, ब्लॉक-ए, मदर टेरेसा मार्ग, अरेरा हिल्स, भोपाल (म.प्र.) 462011 — [749, 951, 928, 963]
masthead-date: शनिवार, 20 सितंबर 2025 — [758, 23, 851, 33]
byline-author: पीपुल्स संवाददाता — [250, 612, 297, 621]
byline-author: पीपुल्स संवाददाता — [250, 870, 297, 879]
article-minister: बहन, बेटियां और माताएं स्वस्थ रहेंगी तो प्रदेश और देश समृद्ध होगा : राजस्व मंत्री पीपुल्स संवाददाता ● सीहोर मो.नं. 9827261526 राजस्व मंत्री करणसिंह वर्मा सेवा पखवाड़ा एवं स्वस्थ नारी सशक्त परिवार अभियान के तहत इछावर सिविल अस्पताल में आयोजित रक्तदान शिविर एवं स्वास्थ्य परीक्षण शिविर में शामिल हुए। इस अवसर पर राजस्व मंत्री श्री वर्मा ने कहा कि प्रधानमंत्री एक पेड़ मां के नाम अभियान के तहत पौधारोपण किया और झाडू लगाकर नागरिकों को स्वच्छता का संदेश दिया। कार्यक्रम में राजस्व मंत्री ने नागरिकों से अपील की कि स्वस्थ नारी सशक्त परिवार अभियान के तहत आयोजित स्वास्थ्य शिविरों का अधिक से अधिक लाभ उठाएं। इस अवसर पर 629 नागरिकों को स्वास्थ्य सेवाएं प्रदान की गईं। इसके साथ ही रक्तदान शिविर में 49 यूनिट रक्तदान किया गया। — [250, 826, 586, 1076]
land-table-cell: 2 — [602, 1271, 614, 1285]
